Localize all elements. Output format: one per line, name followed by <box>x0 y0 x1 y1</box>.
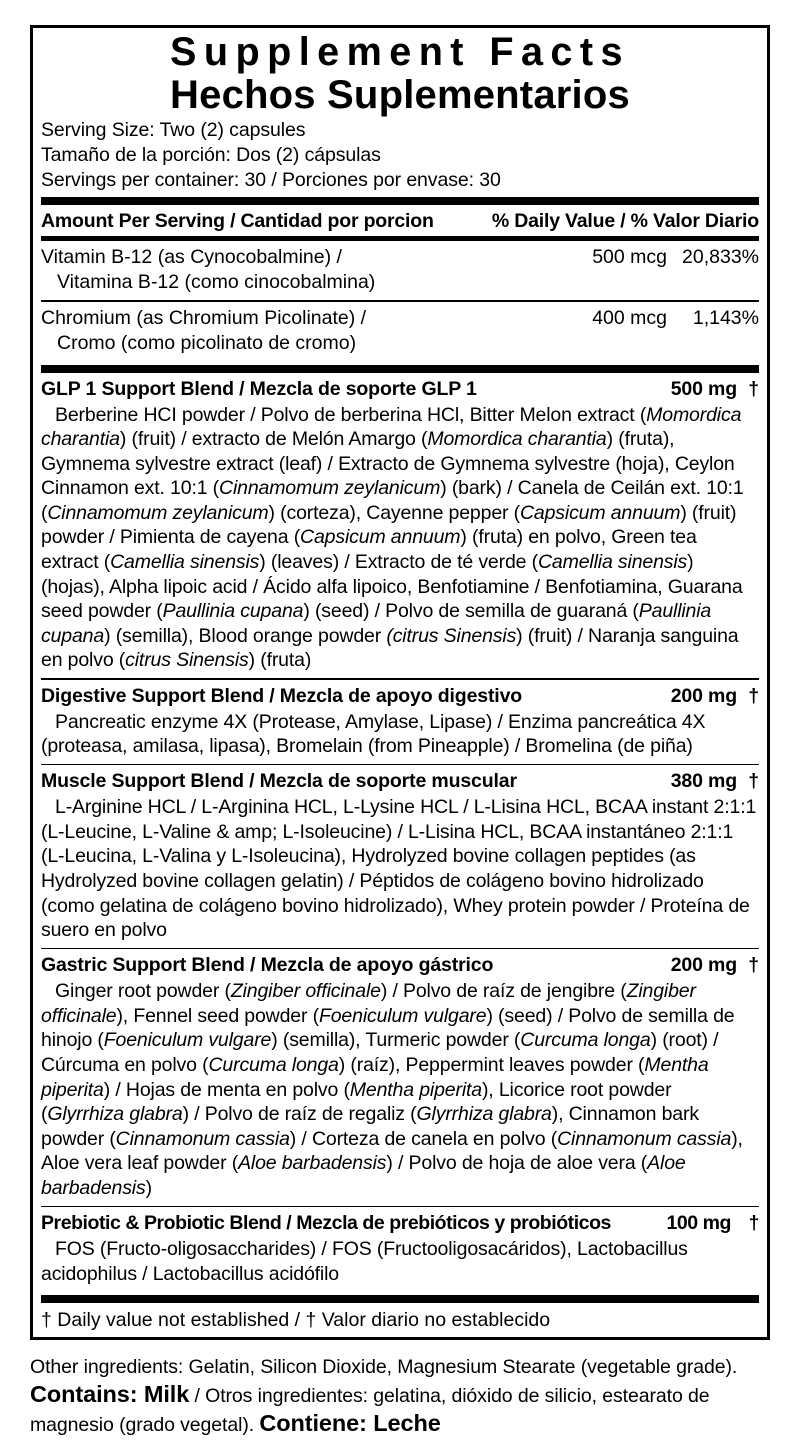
nutrient-row <box>41 241 759 300</box>
other-ingredients: Other ingredients: Gelatin, Silicon Dioxide, Magnesium Stearate (vegetable grade). Contains: Milk / Otros ingredientes: gelatina, dióxido de silicio, estearato de magnesio (grado vegetal). Contiene: Leche <box>30 1356 738 1437</box>
nutrient-amount: 500 mcg <box>592 246 667 268</box>
title-supplement-facts-es: Hechos Suplementarios <box>170 73 630 117</box>
blend-name: Gastric Support Blend / Mezcla de apoyo gástrico <box>41 954 494 977</box>
nutrient-amount: 400 mcg <box>592 306 667 329</box>
facts-panel <box>30 25 770 1340</box>
blend-ingredients: L-Arginine HCL / L-Arginina HCL, L-Lysine HCL / L-Lisina HCL, BCAA instant 2:1:1 (L-Leucine, L-Valine & amp; L-Isoleucine) / L-Lisina HCL, BCAA instantáneo 2:1:1 (L-Leucina, L-Valina y L-Isoleucina), Hydrolyzed bovine collagen peptides (as Hydrolyzed bovine collagen gelatin) / Péptidos de colágeno bovino hidrolizado (como gelatina de colágeno bovino hidrolizado), Whey protein powder / Proteína de suero en polvo <box>41 796 757 942</box>
blend-ingredients: Ginger root powder (Zingiber officinale) / Polvo de raíz de jengibre (Zingiber officinale), Fennel seed powder (Foeniculum vulgare) (seed) / Polvo de semilla de hinojo (Foeniculum vulgare) (semilla), Turmeric powder (Curcuma longa) (root) / Cúrcuma en polvo (Curcuma longa) (raíz), Peppermint leaves powder (Mentha piperita) / Hojas de menta en polvo (Mentha piperita), Licorice root powder (Glyrrhiza glabra) / Polvo de raíz de regaliz (Glyrrhiza glabra), Cinnamon bark powder (Cinnamonum cassia) / Corteza de canela en polvo (Cinnamonum cassia), Aloe vera leaf powder (Aloe barbadensis) / Polvo de hoja de aloe vera (Aloe barbadensis) <box>41 980 743 1200</box>
nutrient-name: Chromium (as Chromium Picolinate) / Cromo (como picolinato de cromo) <box>41 306 759 356</box>
nutrient-daily-value: 1,143% <box>692 306 759 329</box>
divider-before-blends <box>41 365 759 373</box>
blend-amount: 200 mg <box>670 954 737 977</box>
nutrient-daily-value: 20,833% <box>682 246 759 268</box>
serving-information <box>41 118 759 193</box>
nutrient-rows <box>41 241 759 361</box>
blend-rows <box>41 373 759 1292</box>
column-header-daily-value: % Daily Value / % Valor Diario <box>491 210 759 232</box>
column-header-amount: Amount Per Serving / Cantidad por porcion <box>41 210 434 232</box>
blend-dagger-symbol: † <box>748 954 759 977</box>
blend-name: Muscle Support Blend / Mezcla de soporte muscular <box>41 770 517 793</box>
blend-dagger-symbol: † <box>748 1212 759 1235</box>
blend-header <box>41 680 759 710</box>
blend-name: GLP 1 Support Blend / Mezcla de soporte GLP 1 <box>41 377 477 400</box>
blend-amount: 200 mg <box>670 684 737 707</box>
divider-thick-top <box>41 197 759 205</box>
blend-name: Prebiotic & Probiotic Blend / Mezcla de prebióticos y probióticos <box>41 1212 611 1235</box>
serving-size-es: Tamaño de la porción: Dos (2) cápsulas <box>41 144 381 166</box>
servings-per-container: Servings per container: 30 / Porciones por envase: 30 <box>41 169 501 191</box>
nutrient-name-es: Cromo (como picolinato de cromo) <box>57 331 357 354</box>
serving-size-en: Serving Size: Two (2) capsules <box>41 119 306 141</box>
blend-header <box>41 765 759 795</box>
blend-header <box>41 373 759 403</box>
blend-amount: 100 mg <box>666 1212 731 1235</box>
blend-dagger-symbol: † <box>748 770 759 793</box>
blend-header <box>41 1207 759 1237</box>
nutrient-name-es: Vitamina B-12 (como cinocobalmina) <box>57 271 376 293</box>
nutrient-name: Vitamin B-12 (as Cynocobalmine) / Vitamina B-12 (como cinocobalmina) <box>41 245 759 295</box>
blend-ingredients: Berberine HCI powder / Polvo de berberina HCl, Bitter Melon extract (Momordica charantia) (fruit) / extracto de Melón Amargo (Momordica charantia) (fruta), Gymnema sylvestre extract (leaf) / Extracto de Gymnema sylvestre (hoja), Ceylon Cinnamon ext. 10:1 (Cinnamomum zeylanicum) (bark) / Canela de Ceilán ext. 10:1 (Cinnamomum zeylanicum) (corteza), Cayenne pepper (Capsicum annuum) (fruit) powder / Pimienta de cayena (Capsicum annuum) (fruta) en polvo, Green tea extract (Camellia sinensis) (leaves) / Extracto de té verde (Camellia sinensis) (hojas), Alpha lipoic acid / Ácido alfa lipoico, Benfotiamine / Benfotiamina, Guarana seed powder (Paullinia cupana) (seed) / Polvo de semilla de guaraná (Paullinia cupana) (semilla), Blood orange powder (citrus Sinensis) (fruit) / Naranja sanguina en polvo (citrus Sinensis) (fruta) <box>41 403 744 672</box>
blend-ingredients: FOS (Fructo-oligosaccharides) / FOS (Fructooligosacáridos), Lactobacillus acidophilus / Lactobacillus acidófilo <box>41 1238 688 1285</box>
blend-header <box>41 949 759 979</box>
table-column-headers <box>41 205 759 236</box>
daily-value-footnote: † Daily value not established / † Valor diario no establecido <box>41 1309 551 1332</box>
divider-before-footnote <box>41 1295 759 1303</box>
title-supplement-facts-en: Supplement Facts <box>170 30 630 74</box>
blend-name: Digestive Support Blend / Mezcla de apoyo digestivo <box>41 684 523 707</box>
nutrient-row <box>41 302 759 361</box>
supplement-facts-label <box>30 25 770 1439</box>
blend-dagger-symbol: † <box>748 684 759 707</box>
blend-ingredients: Pancreatic enzyme 4X (Protease, Amylase, Lipase) / Enzima pancreática 4X (proteasa, amilasa, lipasa), Bromelain (from Pineapple) / Bromelina (de piña) <box>41 710 706 758</box>
blend-dagger-symbol: † <box>748 377 759 400</box>
blend-amount: 500 mg <box>670 377 737 400</box>
blend-amount: 380 mg <box>670 770 737 793</box>
